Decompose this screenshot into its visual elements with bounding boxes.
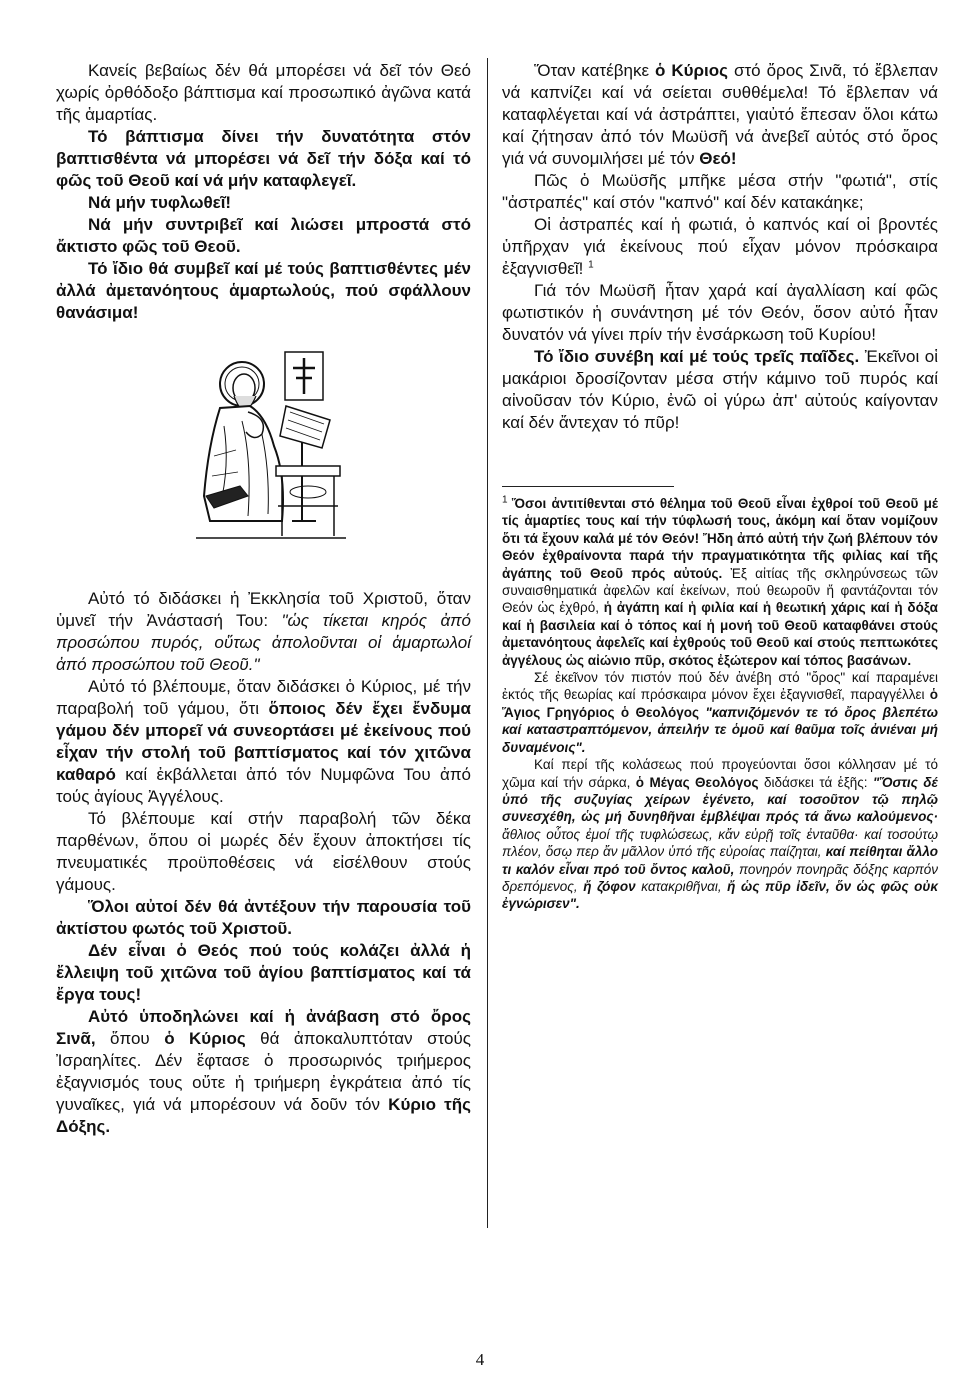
paragraph: Τό βάπτισμα δίνει τήν δυνατότητα στόν βαπτισθέντα νά μπορέσει νά δεῖ τήν δόξα καί τό φῶς τοῦ Θεοῦ καί νά μήν καταφλεγεῖ. (56, 127, 471, 190)
text-segment: "Ὅστις δέ ὑπό τῆς συζυγίας χείρων ἐγένετο, καί τοσοῦτον τῷ πηλῷ συνεσχέθη, ὡς μή δυνηθῆναι ἐμβλέψαι πρός τά ἄνω καλούμενος· (502, 774, 938, 825)
text-segment: στό ὄρος Σινᾶ, τό ἔβλεπαν νά καπνίζει καί νά σείεται συθθέμελα! Τό ἔβλεπαν νά καταφλέγεται καί νά ἀστράπτει, γιαὐτό ἔπεσαν ὅλοι κάτω καί ζήτησαν ἀπό τόν Μωϋσῆ νά ἀνεβεῖ αὐτός στό ὄρος γιά νά συνομιλήσει μέ τόν (502, 61, 938, 168)
text-segment: Πῶς ὁ Μωϋσῆς μπῆκε μέσα στήν "φωτιά", στίς "ἀστραπές" καί στόν "καπνό" καί δέν κατακάηκε; (502, 171, 938, 212)
text-segment: καί πείθηται ἄλλο τι καλόν εἶναι πρό τοῦ ὄντος καλοῦ, (502, 844, 939, 877)
paragraph: Κανείς βεβαίως δέν θά μπορέσει νά δεῖ τόν Θεό χωρίς ὀρθόδοξο βάπτισμα καί προσωπικό ἀγῶνα κατά τῆς ἁμαρτίας. (56, 61, 471, 124)
text-segment: Ὅταν κατέβηκε (534, 61, 655, 80)
footnote-paragraph (502, 669, 938, 756)
paragraph (56, 676, 471, 808)
page-number: 4 (475, 1350, 485, 1369)
text-segment: Γιά τόν Μωϋσῆ ἦταν χαρά καί ἀγαλλίαση καί φῶς φωτιστικόν ἡ συνάντηση μέ τόν Θεόν, ὅσον αὐτό ἦταν δυνατόν νά γίνει πρίν τήν ἐνσάρκωση τοῦ Κυρίου! (502, 281, 938, 344)
paragraph (56, 1006, 471, 1138)
paragraph: Τό ἴδιο θά συμβεῖ καί μέ τούς βαπτισθέντες μέν ἀλλά ἀμετανόητους ἁμαρτωλούς, πού σφάλλουν θανάσιμα! (56, 259, 471, 322)
text-segment: Θεό! (699, 149, 737, 168)
text-segment: "καπνιζόμενόν τε τό ὄρος βλεπέτω καί καταστραπτόμενον, ἀπειλήν τε ὁμοῦ καί θαῦμα τοῖς ἀνιέναι μή δυναμένοις". (502, 704, 938, 755)
paragraph: Νά μήν συντριβεῖ καί λιώσει μπροστά στό ἄκτιστο φῶς τοῦ Θεοῦ. (56, 215, 471, 256)
text-segment: πονηρόν πονηρᾶς δόξης καρπόν δρεπόμενος, (502, 861, 938, 894)
text-segment: "ὡς τίκεται κηρός ἀπό προσώπου πυρός, οὕτως ἀπολοῦνται οἱ ἁμαρτωλοί ἀπό προσώπου τοῦ Θεοῦ." (56, 611, 472, 674)
saint-icon (190, 346, 350, 551)
paragraph (56, 940, 471, 1006)
text-segment: ὁ Μέγας Θεολόγος (635, 774, 759, 790)
right-column (502, 60, 938, 913)
text-segment: Ὅλοι αὐτοί δέν θά ἀντέξουν τήν παρουσία τοῦ ἀκτίστου φωτός τοῦ Χριστοῦ. (56, 897, 471, 938)
footnote-paragraph (502, 756, 938, 913)
text-segment: Κύριο τῆς Δόξης. (56, 1095, 471, 1136)
text-segment: καί ἐκβάλλεται ἀπό τόν Νυμφῶνα Του ἀπό τούς ἁγίους Ἀγγέλους. (56, 765, 471, 806)
text-segment: ἄθλιος οὗτος ἐμοί τῆς τυφλώσεως, κἄν εὐρῇ τοῖς ἐνταῦθα· καί τοσούτῳ πλέον, ὅσῳ περ ἄν μᾶλλον ὑπό τῆς εὐροίας παίζηται, (502, 826, 938, 860)
paragraph (502, 170, 938, 214)
footnote-reference[interactable]: 1 (588, 259, 594, 271)
footnotes (502, 495, 938, 913)
footnote-marker: 1 (502, 494, 512, 506)
paragraph (502, 346, 938, 434)
text-segment: Αὐτό τό διδάσκει ἡ Ἐκκλησία τοῦ Χριστοῦ, ὅταν ὑμνεῖ τήν Ἀνάστασή Του: (56, 589, 471, 630)
text-segment: Οἱ ἀστραπές καί ἡ φωτιά, ὁ καπνός καί οἱ βροντές ὑπῆρχαν γιά ἐκείνους πού εἶχαν μόνον πρόσκαιρα ἐξαγνισθεῖ! (502, 215, 938, 278)
text-segment: ἤ ὡς πῦρ ἰδεῖν, ὅν ὡς φῶς οὐκ ἐγνώρισεν". (502, 878, 939, 912)
text-segment: Καί περί τῆς κολάσεως πού προγεύονται ὅσοι κόλλησαν μέ τό χῶμα καί τήν σάρκα, (502, 757, 938, 790)
paragraph (56, 808, 471, 896)
text-segment: ἡ ἀγάπη καί ἡ φιλία καί ἡ θεωτική χάρις καί ἡ δόξα καί ἡ βασιλεία καί ὁ τόπος καί ἡ μονή τοῦ Θεοῦ καταφθάνει στούς ἀμετανόητους ἀφελεῖς καί ἐχθρούς τοῦ Θεοῦ καί στούς πεπτωκότες ἀγγέλους ὡς αἰώνιο πῦρ, σκότος ἐξώτερον καί τόπος βασάνων. (502, 600, 938, 668)
left-column (56, 60, 471, 324)
text-segment: Δέν εἶναι ὁ Θεός πού τούς κολάζει ἀλλά ἡ ἔλλειψη τοῦ χιτῶνα τοῦ ἁγίου βαπτίσματος καί τά ἔργα τους! (56, 941, 471, 1004)
text-segment: Αὐτό τό βλέπουμε, ὅταν διδάσκει ὁ Κύριος, μέ τήν παραβολή τοῦ γάμου, ὅτι (56, 677, 471, 718)
left-column-bottom (56, 588, 471, 1138)
text-segment: Τό ἴδιο συνέβη καί μέ τούς τρεῖς παῖδες. (534, 347, 860, 366)
left-bottom-text (56, 588, 471, 1138)
text-segment: Τό βλέπουμε καί στήν παραβολή τῶν δέκα παρθένων, ὅπου οἱ μωρές δέν ἔχουν ἀποκτήσει τίς πνευματικές προϋποθέσεις νά εἰσέλθουν στούς γάμους. (56, 809, 471, 894)
text-segment: Ἐκεῖνοι οἱ μακάριοι δροσίζονταν μέσα στήν κάμινο τοῦ πυρός καί αἰνοῦσαν τόν Κύριο, ἐνῶ οἱ γύρω ἀπ' αὐτούς καίγονταν καί δέν ἄντεχαν τό πῦρ! (502, 347, 938, 432)
footnote-paragraph (502, 495, 938, 669)
text-segment: Σέ ἐκεῖνον τόν πιστόν πού δέν ἀνέβη στό "ὄρος" καί παραμένει ἐκτός τῆς θεωρίας καί πρόσκαιρα μόνον ἔχει ἐξαγνισθεῖ, παραγγέλλει (502, 670, 938, 703)
text-segment: κατακριθῆναι, (635, 878, 728, 894)
text-segment: Ὅσοι ἀντιτίθενται στό θέλημα τοῦ Θεοῦ εἶναι ἐχθροί τοῦ Θεοῦ μέ τίς ἁμαρτίες τους καί τήν τύφλωσή τους, ἀκόμη καί ὅταν νομίζουν ὅτι τά ἔχουν καλά μέ τόν Θεόν! Ἤδη ἀπό αὐτή τήν ζωή βλέπουν τόν Θεόν ἐχθραίνοντα παρά τήν πραγματικότητα τῆς φιλίας καί τῆς ἀγάπης τοῦ Θεοῦ πρός αὐτούς. (502, 496, 938, 581)
text-segment: θά ἀποκαλυπτόταν στούς Ἰσραηλίτες. Δέν ἔφτασε ὁ προσωρινός τριήμερος ἐξαγνισμός τους οὔτε ἡ τριήμερη ἐγκράτεια ἀπό τίς γυναῖκες, γιά νά μπορέσουν νά δοῦν τόν (56, 1029, 471, 1114)
footnote-rule (502, 486, 674, 487)
saint-drawing (190, 346, 350, 551)
left-top-text (56, 60, 471, 324)
text-segment: ἤ ζόφον (583, 878, 636, 894)
text-segment: ὅποιος δέν ἔχει ἔνδυμα γάμου δέν μπορεῖ νά συνεορτάσει μέ ἐκείνους πού εἶχαν τήν στολή τοῦ βαπτίσματος καί τόν χιτῶνα καθαρό (56, 699, 472, 784)
text-segment: Ἐξ αἰτίας τῆς σκληρύνσεως τῶν συναισθηματικά ἀφελῶν καί ἐκείνων, πού θεωροῦν ἤ φαντάζονται τόν Θεόν ὡς ἐχθρό, (502, 565, 938, 616)
column-divider (487, 58, 488, 1228)
paragraph (56, 896, 471, 940)
text-segment: ὅπου (95, 1029, 165, 1048)
paragraph (502, 60, 938, 170)
right-main-text (502, 60, 938, 434)
paragraph (502, 214, 938, 280)
paragraph: Νά μήν τυφλωθεῖ! (88, 193, 232, 212)
text-segment: διδάσκει τά ἑξῆς: (758, 774, 873, 790)
text-segment: ὁ Κύριος (655, 61, 728, 80)
text-segment: ὁ Κύριος (164, 1029, 246, 1048)
paragraph (56, 588, 471, 676)
text-segment: Αὐτό ὑποδηλώνει καί ἡ ἀνάβαση στό ὄρος Σινᾶ, (56, 1007, 471, 1048)
paragraph (502, 280, 938, 346)
text-segment: ὁ Ἅγιος Γρηγόριος ὁ Θεολόγος (502, 687, 938, 720)
